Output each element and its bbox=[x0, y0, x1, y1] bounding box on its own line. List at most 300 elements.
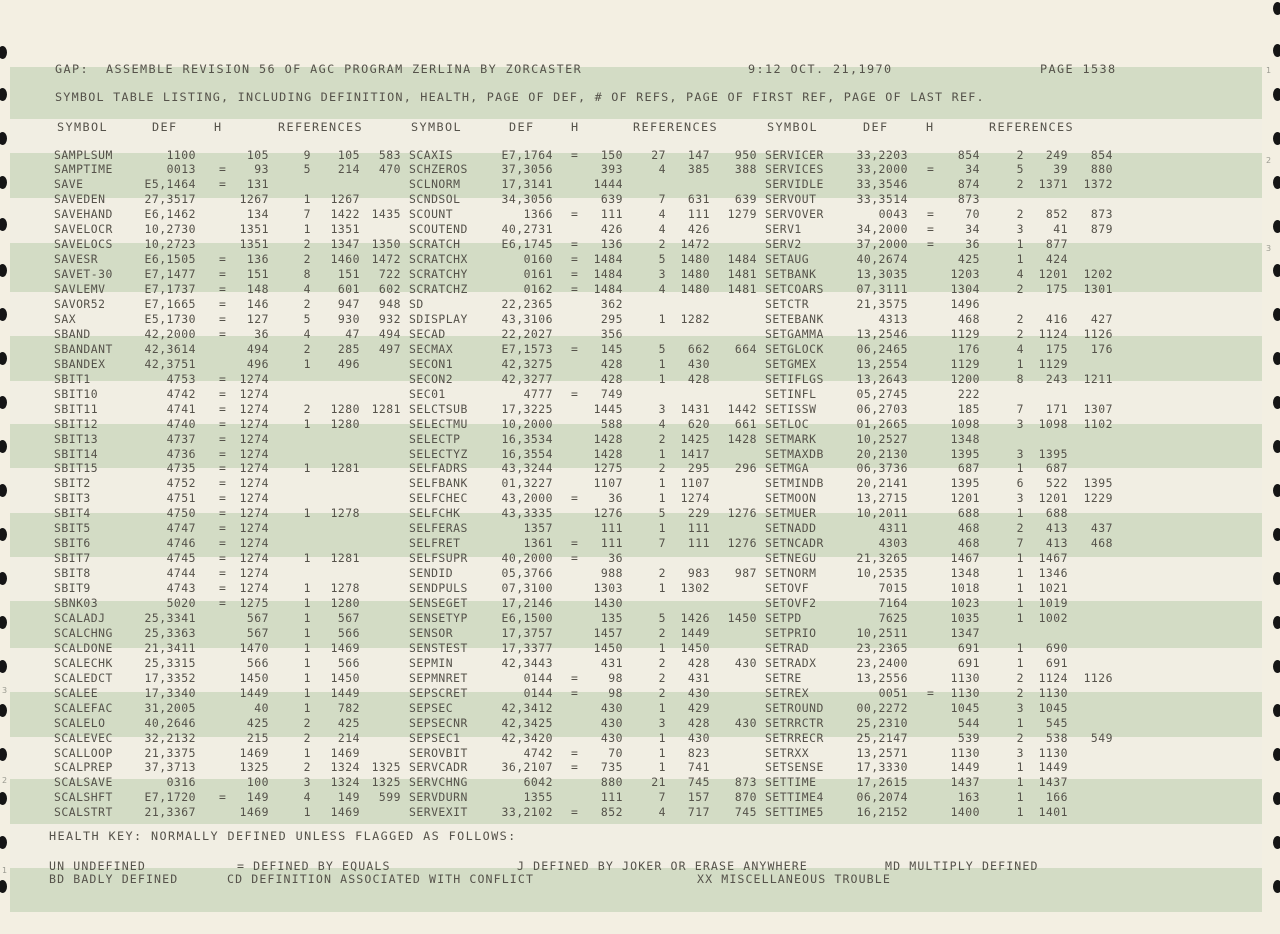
cell-def-page: 36 bbox=[965, 237, 980, 252]
cell-symbol: SETRXX bbox=[765, 745, 810, 760]
cell-ref-count: 2 bbox=[1016, 730, 1024, 745]
cell-def-page: 34 bbox=[965, 222, 980, 237]
cell-def: 00,2272 bbox=[856, 700, 908, 715]
cell-first-ref: 426 bbox=[687, 222, 710, 237]
cell-last-ref: 1276 bbox=[727, 506, 757, 521]
cell-def-page: 426 bbox=[600, 222, 623, 237]
cell-def-page: 1130 bbox=[950, 745, 980, 760]
sprocket-hole bbox=[0, 572, 7, 585]
cell-ref-count: 27 bbox=[651, 147, 666, 162]
cell-symbol: SENSEGET bbox=[409, 596, 468, 610]
cell-def-page: 1470 bbox=[239, 640, 269, 655]
sprocket-hole bbox=[1273, 132, 1280, 145]
cell-first-ref: 631 bbox=[687, 192, 710, 207]
cell-def: 33,2000 bbox=[856, 162, 908, 177]
cell-symbol: SCALELO bbox=[54, 715, 106, 730]
cell-symbol: SETRADX bbox=[765, 655, 817, 670]
cell-symbol: SELFERAS bbox=[409, 521, 468, 536]
cell-last-ref: 1372 bbox=[1083, 177, 1113, 192]
cell-last-ref: 1102 bbox=[1083, 416, 1113, 431]
cell-first-ref: 105 bbox=[337, 147, 360, 162]
cell-last-ref: 722 bbox=[378, 267, 401, 282]
cell-def-page: 425 bbox=[957, 252, 980, 267]
cell-def: 4750 bbox=[166, 506, 196, 521]
cell-def: 37,2000 bbox=[856, 237, 908, 252]
cell-def: 05,3766 bbox=[501, 566, 553, 581]
cell-ref-count: 1 bbox=[303, 581, 311, 595]
cell-ref-count: 1 bbox=[303, 506, 311, 521]
cell-def: 31,2005 bbox=[144, 700, 196, 715]
cell-symbol: SAVEHAND bbox=[54, 207, 113, 222]
cell-ref-count: 3 bbox=[1016, 700, 1024, 715]
cell-def: 10,2730 bbox=[144, 222, 196, 237]
cell-def-page: 36 bbox=[254, 326, 269, 341]
cell-symbol: SETISSW bbox=[765, 401, 817, 416]
cell-ref-count: 1 bbox=[1016, 551, 1024, 566]
cell-def-page: 1274 bbox=[239, 521, 269, 536]
cell-def: 1100 bbox=[166, 147, 196, 162]
cell-ref-count: 2 bbox=[1016, 147, 1024, 162]
cell-symbol: SBIT1 bbox=[54, 371, 91, 386]
cell-def: 21,3367 bbox=[144, 805, 196, 820]
cell-symbol: SCAXIS bbox=[409, 147, 454, 162]
cell-symbol: SETOVF bbox=[765, 581, 810, 595]
cell-def: 4740 bbox=[166, 416, 196, 431]
cell-first-ref: 1480 bbox=[680, 282, 710, 296]
cell-symbol: SBIT14 bbox=[54, 446, 99, 461]
cell-ref-count: 3 bbox=[658, 401, 666, 416]
cell-def-page: 1130 bbox=[950, 685, 980, 700]
cell-def-page: 34 bbox=[965, 162, 980, 177]
cell-first-ref: 538 bbox=[1045, 730, 1068, 745]
cell-def: 43,2000 bbox=[501, 491, 553, 506]
cell-first-ref: 1282 bbox=[680, 311, 710, 326]
cell-ref-count: 1 bbox=[1016, 715, 1024, 730]
cell-def-page: 136 bbox=[246, 252, 269, 267]
cell-symbol: SCALEFAC bbox=[54, 700, 113, 715]
cell-first-ref: 1201 bbox=[1038, 267, 1068, 282]
cell-symbol: SECAD bbox=[409, 326, 446, 341]
cell-symbol: SELFCHEC bbox=[409, 491, 468, 506]
cell-last-ref: 1484 bbox=[727, 252, 757, 267]
cell-symbol: SBIT5 bbox=[54, 521, 91, 536]
cell-first-ref: 175 bbox=[1045, 282, 1068, 296]
cell-def: 17,3757 bbox=[501, 625, 553, 640]
cell-health: = bbox=[571, 207, 579, 222]
cell-first-ref: 429 bbox=[687, 700, 710, 715]
cell-def-page: 1276 bbox=[593, 506, 623, 521]
cell-def-page: 1428 bbox=[593, 446, 623, 461]
cell-first-ref: 745 bbox=[687, 775, 710, 790]
cell-first-ref: 1107 bbox=[680, 476, 710, 491]
cell-def: 4742 bbox=[523, 745, 553, 760]
sprocket-hole bbox=[0, 616, 7, 629]
cell-symbol: SCALEE bbox=[54, 685, 99, 700]
column-header-symbol: SYMBOL bbox=[767, 120, 819, 134]
cell-symbol: SBIT8 bbox=[54, 566, 91, 581]
cell-first-ref: 1280 bbox=[330, 401, 360, 416]
cell-first-ref: 1045 bbox=[1038, 700, 1068, 715]
cell-symbol: SETTIME4 bbox=[765, 790, 824, 805]
cell-def: E7,1573 bbox=[501, 341, 553, 356]
cell-first-ref: 1129 bbox=[1038, 356, 1068, 371]
cell-first-ref: 157 bbox=[687, 790, 710, 805]
cell-def: 13,2571 bbox=[856, 745, 908, 760]
cell-def: 20,2130 bbox=[856, 446, 908, 461]
cell-ref-count: 2 bbox=[303, 297, 311, 311]
cell-def: 25,2310 bbox=[856, 715, 908, 730]
cell-symbol: SCALCHNG bbox=[54, 625, 113, 640]
cell-symbol: SCRATCHX bbox=[409, 252, 468, 267]
cell-def: 17,3377 bbox=[501, 640, 553, 655]
cell-def-page: 468 bbox=[957, 536, 980, 551]
cell-def: 06,3736 bbox=[856, 461, 908, 476]
cell-def-page: 430 bbox=[600, 730, 623, 745]
cell-ref-count: 4 bbox=[303, 790, 311, 805]
cell-def: 13,2643 bbox=[856, 371, 908, 386]
cell-symbol: SCALSHFT bbox=[54, 790, 113, 805]
cell-symbol: SERVIDLE bbox=[765, 177, 824, 192]
cell-def-page: 1200 bbox=[950, 371, 980, 386]
cell-def-page: 1484 bbox=[593, 252, 623, 267]
cell-last-ref: 1442 bbox=[727, 401, 757, 416]
cell-def: 0051 bbox=[878, 685, 908, 700]
cell-symbol: SETCTR bbox=[765, 297, 810, 311]
cell-def: 33,2102 bbox=[501, 805, 553, 820]
cell-def: 0144 bbox=[523, 670, 553, 685]
cell-ref-count: 2 bbox=[1016, 311, 1024, 326]
cell-def-page: 588 bbox=[600, 416, 623, 431]
cell-def: 1361 bbox=[523, 536, 553, 551]
cell-symbol: SEPMIN bbox=[409, 655, 454, 670]
cell-first-ref: 428 bbox=[687, 371, 710, 386]
cell-ref-count: 3 bbox=[658, 715, 666, 730]
cell-def-page: 1449 bbox=[239, 685, 269, 700]
cell-health: = bbox=[571, 685, 579, 700]
cell-def-page: 1351 bbox=[239, 222, 269, 237]
cell-symbol: SAVESR bbox=[54, 252, 99, 267]
cell-def: 13,2556 bbox=[856, 670, 908, 685]
cell-ref-count: 1 bbox=[303, 805, 311, 820]
cell-first-ref: 1469 bbox=[330, 640, 360, 655]
sprocket-hole bbox=[0, 528, 7, 541]
cell-def-page: 1457 bbox=[593, 625, 623, 640]
cell-def-page: 430 bbox=[600, 700, 623, 715]
cell-def-page: 1450 bbox=[593, 640, 623, 655]
cell-def: 42,3277 bbox=[501, 371, 553, 386]
cell-ref-count: 2 bbox=[1016, 177, 1024, 192]
cell-ref-count: 2 bbox=[303, 401, 311, 416]
cell-def-page: 544 bbox=[957, 715, 980, 730]
cell-def: 42,3275 bbox=[501, 356, 553, 371]
cell-symbol: SENSETYP bbox=[409, 611, 468, 625]
cell-ref-count: 1 bbox=[658, 730, 666, 745]
cell-symbol: SBIT15 bbox=[54, 461, 99, 476]
cell-ref-count: 5 bbox=[658, 341, 666, 356]
cell-last-ref: 987 bbox=[734, 566, 757, 581]
cell-def-page: 1274 bbox=[239, 416, 269, 431]
cell-def: 0161 bbox=[523, 267, 553, 282]
cell-first-ref: 149 bbox=[337, 790, 360, 805]
greenbar-band bbox=[10, 153, 1262, 198]
cell-def: 1355 bbox=[523, 790, 553, 805]
cell-def: 33,2203 bbox=[856, 147, 908, 162]
cell-last-ref: 430 bbox=[734, 655, 757, 670]
cell-def: 10,2011 bbox=[856, 506, 908, 521]
cell-last-ref: 1325 bbox=[371, 760, 401, 775]
sprocket-hole bbox=[1273, 660, 1280, 673]
cell-ref-count: 4 bbox=[303, 282, 311, 296]
cell-first-ref: 1449 bbox=[330, 685, 360, 700]
whitebar-band bbox=[10, 737, 1262, 779]
cell-first-ref: 782 bbox=[337, 700, 360, 715]
cell-ref-count: 1 bbox=[303, 670, 311, 685]
cell-last-ref: 1395 bbox=[1083, 476, 1113, 491]
cell-def-page: 749 bbox=[600, 386, 623, 401]
cell-def-page: 428 bbox=[600, 371, 623, 386]
cell-def-page: 1395 bbox=[950, 446, 980, 461]
cell-first-ref: 1480 bbox=[680, 252, 710, 267]
cell-def: 10,2527 bbox=[856, 431, 908, 446]
cell-ref-count: 2 bbox=[1016, 685, 1024, 700]
cell-last-ref: 1281 bbox=[371, 401, 401, 416]
cell-first-ref: 947 bbox=[337, 297, 360, 311]
cell-first-ref: 1278 bbox=[330, 581, 360, 595]
cell-def-page: 566 bbox=[246, 655, 269, 670]
cell-def-page: 149 bbox=[246, 790, 269, 805]
cell-symbol: SEC01 bbox=[409, 386, 446, 401]
cell-health: = bbox=[571, 147, 579, 162]
cell-ref-count: 1 bbox=[303, 416, 311, 431]
cell-def-page: 1450 bbox=[239, 670, 269, 685]
cell-symbol: SAX bbox=[54, 311, 77, 326]
cell-def: 43,3335 bbox=[501, 506, 553, 521]
cell-ref-count: 4 bbox=[658, 805, 666, 820]
cell-first-ref: 413 bbox=[1045, 536, 1068, 551]
cell-ref-count: 2 bbox=[303, 252, 311, 267]
cell-def: E6,1500 bbox=[501, 611, 553, 625]
cell-first-ref: 717 bbox=[687, 805, 710, 820]
sprocket-hole bbox=[0, 132, 7, 145]
cell-health: = bbox=[219, 162, 227, 177]
cell-def: 23,2400 bbox=[856, 655, 908, 670]
cell-def: 1366 bbox=[523, 207, 553, 222]
cell-symbol: SETMARK bbox=[765, 431, 817, 446]
cell-symbol: SECMAX bbox=[409, 341, 454, 356]
cell-health: = bbox=[219, 476, 227, 491]
cell-symbol: SBIT7 bbox=[54, 551, 91, 566]
cell-last-ref: 854 bbox=[1090, 147, 1113, 162]
cell-symbol: SAVEDEN bbox=[54, 192, 106, 207]
cell-first-ref: 1347 bbox=[330, 237, 360, 252]
cell-last-ref: 176 bbox=[1090, 341, 1113, 356]
cell-def-page: 496 bbox=[246, 356, 269, 371]
cell-def-page: 70 bbox=[608, 745, 623, 760]
cell-def: E7,1665 bbox=[144, 297, 196, 311]
cell-first-ref: 1021 bbox=[1038, 581, 1068, 595]
cell-def: 0013 bbox=[166, 162, 196, 177]
cell-def-page: 176 bbox=[957, 341, 980, 356]
sprocket-hole bbox=[0, 484, 7, 497]
sprocket-hole bbox=[1273, 440, 1280, 453]
whitebar-band bbox=[10, 381, 1262, 424]
cell-first-ref: 566 bbox=[337, 625, 360, 640]
cell-def-page: 1129 bbox=[950, 356, 980, 371]
cell-def: 0043 bbox=[878, 207, 908, 222]
cell-first-ref: 662 bbox=[687, 341, 710, 356]
cell-symbol: SENSOR bbox=[409, 625, 454, 640]
whitebar-band bbox=[10, 292, 1262, 336]
margin-mark: 2 bbox=[1266, 156, 1272, 165]
cell-first-ref: 1401 bbox=[1038, 805, 1068, 820]
cell-def-page: 1437 bbox=[950, 775, 980, 790]
cell-first-ref: 1201 bbox=[1038, 491, 1068, 506]
cell-def: 4747 bbox=[166, 521, 196, 536]
cell-symbol: SETMINDB bbox=[765, 476, 824, 491]
cell-def-page: 163 bbox=[957, 790, 980, 805]
cell-def: 21,3375 bbox=[144, 745, 196, 760]
sprocket-hole bbox=[0, 440, 7, 453]
cell-def-page: 295 bbox=[600, 311, 623, 326]
cell-def: 06,2074 bbox=[856, 790, 908, 805]
column-header-symbol: SYMBOL bbox=[57, 120, 109, 134]
cell-def: 33,3546 bbox=[856, 177, 908, 192]
cell-last-ref: 468 bbox=[1090, 536, 1113, 551]
cell-def: 06,2703 bbox=[856, 401, 908, 416]
cell-last-ref: 599 bbox=[378, 790, 401, 805]
cell-def: 16,3554 bbox=[501, 446, 553, 461]
cell-ref-count: 3 bbox=[1016, 745, 1024, 760]
cell-def-page: 639 bbox=[600, 192, 623, 207]
cell-def: 7164 bbox=[878, 596, 908, 610]
cell-first-ref: 930 bbox=[337, 311, 360, 326]
cell-ref-count: 6 bbox=[1016, 476, 1024, 491]
cell-health: = bbox=[927, 222, 935, 237]
cell-health: = bbox=[219, 311, 227, 326]
cell-last-ref: 583 bbox=[378, 147, 401, 162]
cell-ref-count: 2 bbox=[658, 685, 666, 700]
cell-ref-count: 1 bbox=[658, 476, 666, 491]
cell-health: = bbox=[219, 267, 227, 282]
cell-symbol: SENDID bbox=[409, 566, 454, 581]
cell-ref-count: 1 bbox=[1016, 805, 1024, 820]
cell-def: 17,3352 bbox=[144, 670, 196, 685]
cell-health: = bbox=[927, 162, 935, 177]
cell-first-ref: 1371 bbox=[1038, 177, 1068, 192]
cell-symbol: SELFBANK bbox=[409, 476, 468, 491]
cell-ref-count: 2 bbox=[303, 730, 311, 745]
cell-ref-count: 8 bbox=[303, 267, 311, 282]
cell-def-page: 1274 bbox=[239, 371, 269, 386]
cell-symbol: SETLOC bbox=[765, 416, 810, 431]
cell-def: 0160 bbox=[523, 252, 553, 267]
cell-ref-count: 3 bbox=[303, 775, 311, 790]
cell-symbol: SBIT4 bbox=[54, 506, 91, 521]
cell-def-page: 1444 bbox=[593, 177, 623, 192]
cell-first-ref: 111 bbox=[687, 521, 710, 536]
cell-ref-count: 3 bbox=[658, 267, 666, 282]
cell-def-page: 98 bbox=[608, 685, 623, 700]
cell-def-page: 362 bbox=[600, 297, 623, 311]
cell-symbol: SCLNORM bbox=[409, 177, 461, 192]
cell-def-page: 735 bbox=[600, 760, 623, 775]
cell-def: 4777 bbox=[523, 386, 553, 401]
cell-ref-count: 2 bbox=[1016, 326, 1024, 341]
cell-last-ref: 745 bbox=[734, 805, 757, 820]
cell-last-ref: 870 bbox=[734, 790, 757, 805]
cell-def-page: 146 bbox=[246, 297, 269, 311]
cell-def-page: 150 bbox=[600, 147, 623, 162]
cell-def-page: 880 bbox=[600, 775, 623, 790]
cell-def: 27,3517 bbox=[144, 192, 196, 207]
cell-def: 17,3141 bbox=[501, 177, 553, 192]
column-header-references: REFERENCES bbox=[278, 120, 364, 134]
cell-last-ref: 494 bbox=[378, 326, 401, 341]
cell-def: E7,1737 bbox=[144, 282, 196, 296]
cell-symbol: SETIFLGS bbox=[765, 371, 824, 386]
cell-first-ref: 1450 bbox=[680, 640, 710, 655]
health-key-md: MD MULTIPLY DEFINED bbox=[885, 859, 1039, 873]
health-key-xx: XX MISCELLANEOUS TROUBLE bbox=[697, 872, 891, 886]
cell-ref-count: 7 bbox=[658, 790, 666, 805]
cell-symbol: SAVE bbox=[54, 177, 84, 192]
listing-subtitle: SYMBOL TABLE LISTING, INCLUDING DEFINITION, HEALTH, PAGE OF DEF, # OF REFS, PAGE OF FIRST REF, PAGE OF LAST REF. bbox=[55, 90, 985, 104]
sprocket-hole bbox=[0, 836, 7, 849]
sprocket-hole bbox=[0, 264, 7, 277]
cell-def-page: 1430 bbox=[593, 596, 623, 610]
cell-def: 16,3534 bbox=[501, 431, 553, 446]
sprocket-hole bbox=[1273, 792, 1280, 805]
cell-symbol: SCALADJ bbox=[54, 611, 106, 625]
cell-def: 21,3265 bbox=[856, 551, 908, 566]
cell-def: 4744 bbox=[166, 566, 196, 581]
cell-def-page: 1274 bbox=[239, 551, 269, 566]
cell-def-page: 873 bbox=[957, 192, 980, 207]
cell-first-ref: 243 bbox=[1045, 371, 1068, 386]
cell-symbol: SAVOR52 bbox=[54, 297, 106, 311]
cell-def: 4752 bbox=[166, 476, 196, 491]
cell-health: = bbox=[927, 685, 935, 700]
cell-def-page: 1469 bbox=[239, 805, 269, 820]
cell-def: 43,3244 bbox=[501, 461, 553, 476]
cell-ref-count: 1 bbox=[303, 655, 311, 670]
cell-def: 34,3056 bbox=[501, 192, 553, 207]
cell-ref-count: 21 bbox=[651, 775, 666, 790]
cell-ref-count: 5 bbox=[303, 162, 311, 177]
cell-first-ref: 690 bbox=[1045, 640, 1068, 655]
cell-first-ref: 687 bbox=[1045, 461, 1068, 476]
cell-symbol: SETNADD bbox=[765, 521, 817, 536]
cell-ref-count: 1 bbox=[1016, 775, 1024, 790]
cell-ref-count: 2 bbox=[1016, 521, 1024, 536]
cell-last-ref: 497 bbox=[378, 341, 401, 356]
sprocket-hole bbox=[0, 308, 7, 321]
cell-def-page: 1395 bbox=[950, 476, 980, 491]
cell-def-page: 688 bbox=[957, 506, 980, 521]
cell-ref-count: 4 bbox=[658, 416, 666, 431]
health-key-j: J DEFINED BY JOKER OR ERASE ANYWHERE bbox=[517, 859, 808, 873]
cell-def: 13,2554 bbox=[856, 356, 908, 371]
cell-first-ref: 229 bbox=[687, 506, 710, 521]
cell-def-page: 1351 bbox=[239, 237, 269, 252]
cell-ref-count: 2 bbox=[658, 461, 666, 476]
cell-health: = bbox=[219, 506, 227, 521]
cell-ref-count: 1 bbox=[303, 461, 311, 476]
cell-symbol: SCRATCHY bbox=[409, 267, 468, 282]
cell-symbol: SCALLOOP bbox=[54, 745, 113, 760]
cell-ref-count: 2 bbox=[303, 237, 311, 252]
cell-ref-count: 2 bbox=[658, 655, 666, 670]
